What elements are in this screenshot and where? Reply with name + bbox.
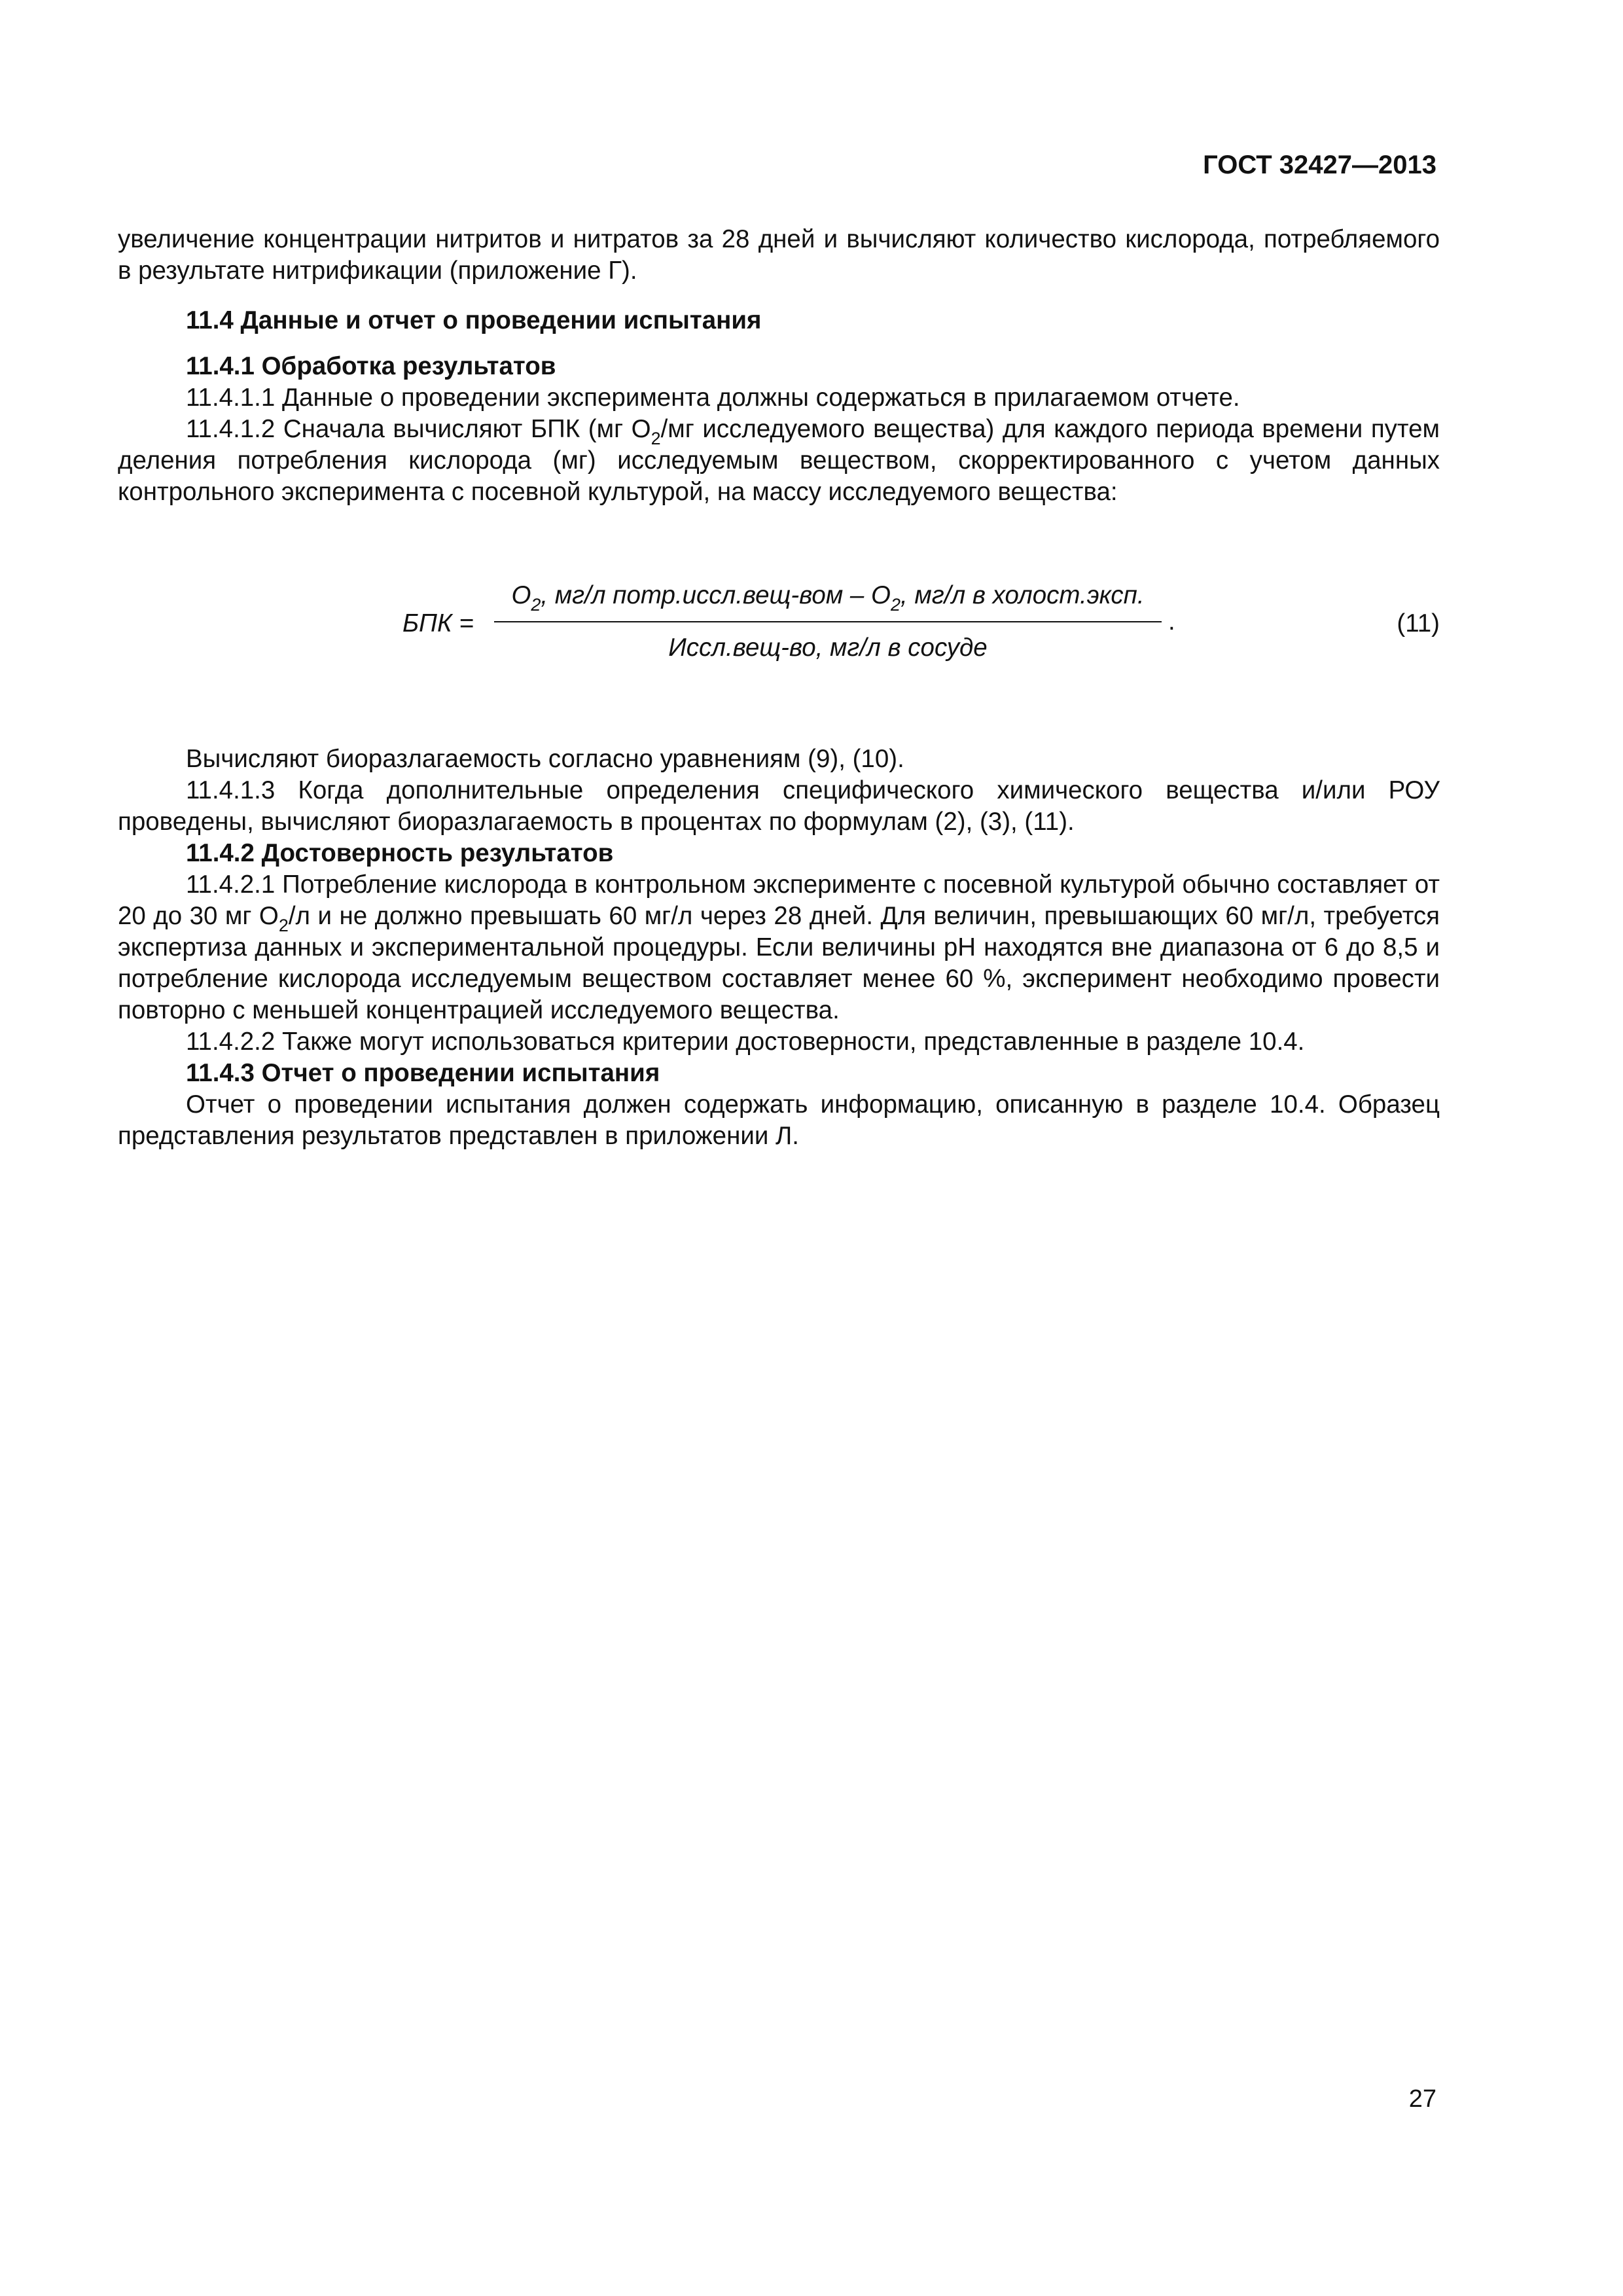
paragraph-11-4-1-2 [118, 414, 1440, 508]
formula-numerator [494, 580, 1162, 615]
formula-11 [118, 508, 1440, 744]
paragraph-11-4-1-1: 11.4.1.1 Данные о проведении эксперимента должны содержаться в прилагаемом отчете. [186, 384, 1240, 412]
page-body [118, 224, 1440, 1152]
section-heading-11-4: 11.4 Данные и отчет о проведении испытания [186, 306, 762, 334]
paragraph-11-4-1-2-part-a: 11.4.1.2 Сначала вычисляют БПК (мг O [186, 415, 651, 443]
formula-lhs: БПК = [402, 609, 474, 637]
subsection-heading-11-4-1: 11.4.1 Обработка результатов [186, 352, 556, 380]
subscript-2: 2 [651, 428, 661, 448]
paragraph-11-4-2-2: 11.4.2.2 Также могут использоваться критерии достоверности, представленные в разделе 10.4. [186, 1028, 1305, 1056]
formula-denominator: Иссл.вещ-во, мг/л в сосуде [668, 634, 988, 662]
paragraph-11-4-2-1-part-b: /л и не должно превышать 60 мг/л через 28 дней. Для величин, превышающих 60 мг/л, требуется экспертиза данных и экспериментальной процедуры. Если величины pH находятся вне диапазона от 6 до 8,5 и потребление кислорода исследуемым веществом составляет менее 60 %, эксперимент необходимо провести повторно с меньшей концентрацией исследуемого вещества. [118, 902, 1440, 1024]
paragraph-11-4-1-2-part-b: /мг исследуемого вещества) для каждого периода времени путем деления потребления кислорода (мг) исследуемым веществом, скорректированного с учетом данных контрольного эксперимента с посевной культурой, на массу исследуемого вещества: [118, 415, 1440, 506]
paragraph-11-4-1-3: 11.4.1.3 Когда дополнительные определения специфического химического вещества и/или РОУ проведены, вычисляют биоразлагаемость в процентах по формулам (2), (3), (11). [118, 776, 1440, 836]
numerator-part-c: , мг/л в холост.эксп. [900, 581, 1145, 609]
numerator-part-a: O [511, 581, 531, 609]
paragraph-11-4-3: Отчет о проведении испытания должен содержать информацию, описанную в разделе 10.4. Образец представления результатов представлен в приложении Л. [118, 1090, 1440, 1150]
paragraph-nitrification: увеличение концентрации нитритов и нитратов за 28 дней и вычисляют количество кислорода, потребляемого в результате нитрификации (приложение Г). [118, 225, 1440, 285]
paragraph-11-4-2-1 [118, 869, 1440, 1026]
equation-number: (11) [1397, 609, 1440, 637]
subsection-heading-11-4-2: 11.4.2 Достоверность результатов [186, 839, 614, 867]
numerator-subscript-2: 2 [890, 594, 901, 615]
fraction-bar [494, 621, 1162, 622]
numerator-part-b: , мг/л потр.иссл.вещ-вом – O [541, 581, 891, 609]
subsection-heading-11-4-3: 11.4.3 Отчет о проведении испытания [186, 1059, 660, 1087]
document-id-header: ГОСТ 32427—2013 [1203, 151, 1436, 179]
formula-period: . [1168, 607, 1175, 636]
paragraph-biodegradability-calc: Вычисляют биоразлагаемость согласно уравнениям (9), (10). [186, 745, 904, 773]
page-number: 27 [1408, 2085, 1436, 2113]
paragraph-11-4-2-1-part-a: 11.4.2.1 Потребление кислорода в контрольном эксперименте с посевной культурой обычно составляет от 20 до 30 мг O [118, 870, 1440, 930]
numerator-subscript-1: 2 [531, 594, 541, 615]
subscript-2: 2 [278, 915, 289, 935]
